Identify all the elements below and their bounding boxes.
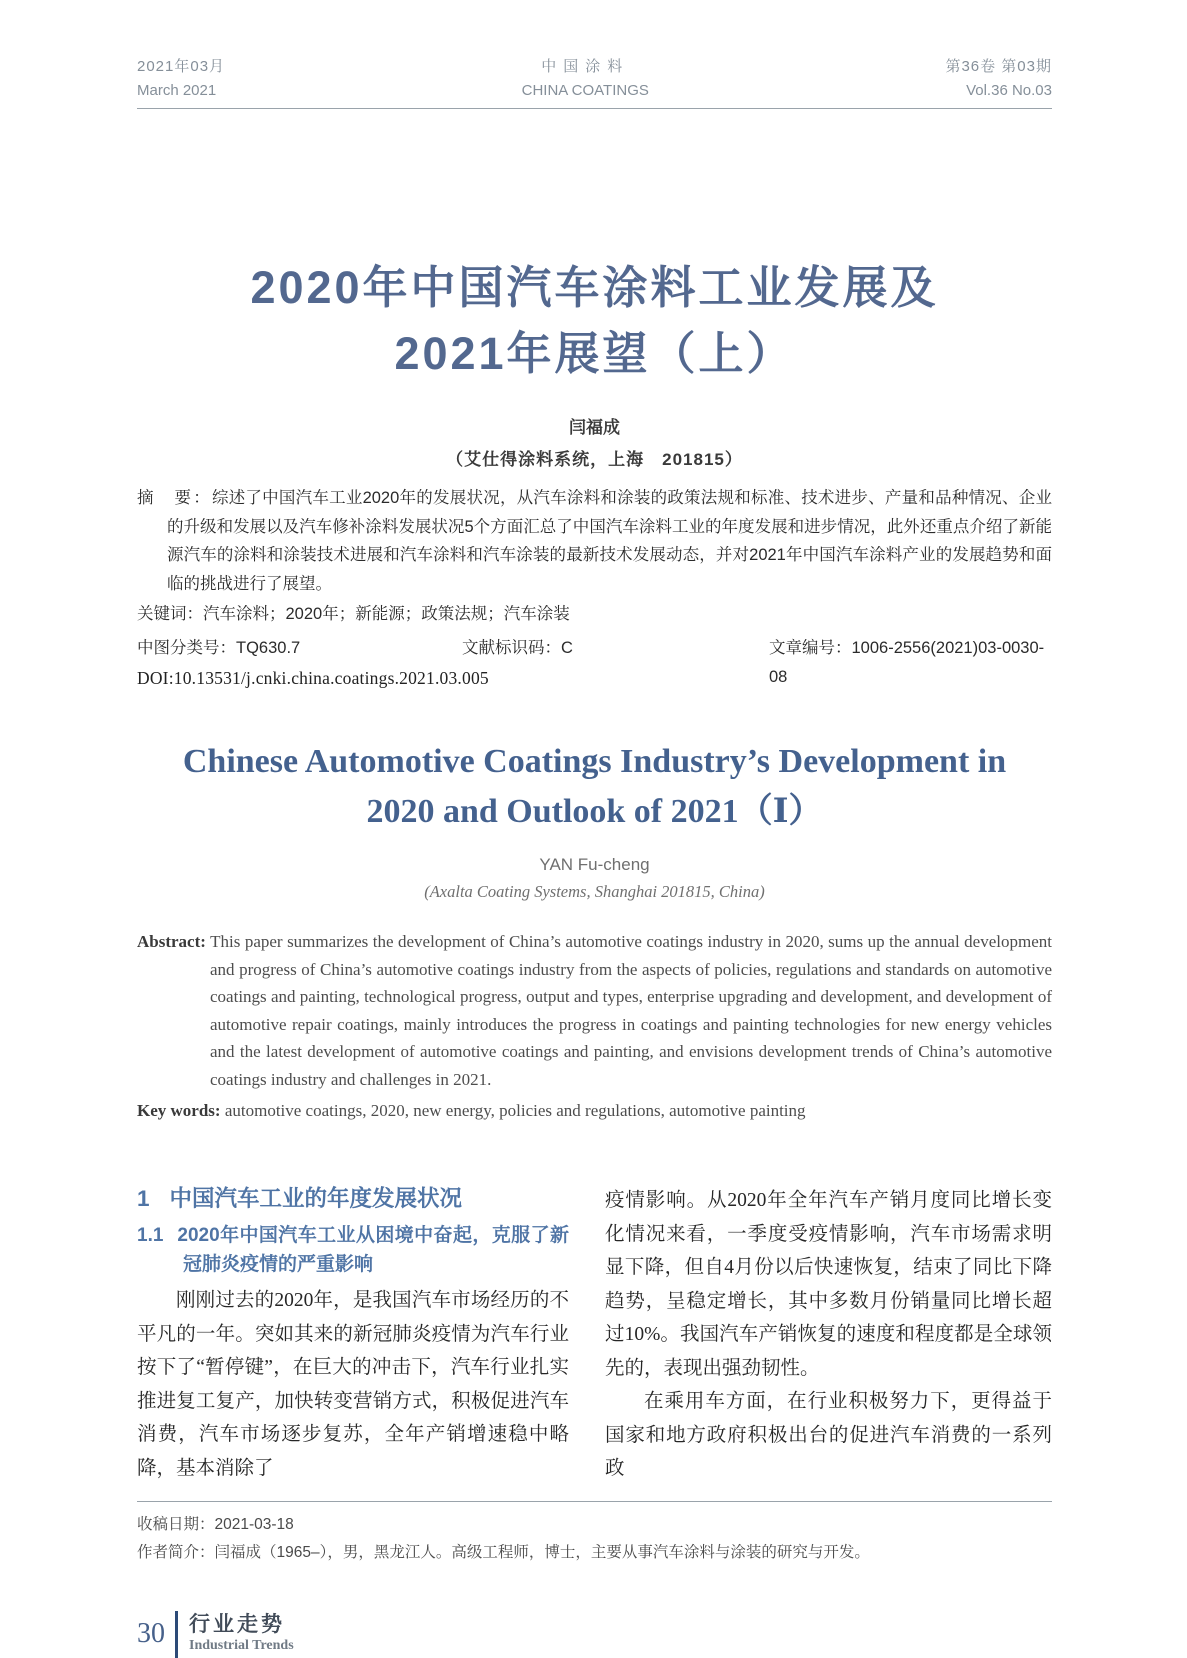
article-title-en-line2: 2020 and Outlook of 2021（Ⅰ） [366, 793, 823, 830]
footer-column-zh: 行业走势 [189, 1613, 285, 1636]
body-column-right [605, 1184, 1052, 1486]
masthead-divider [137, 108, 1052, 109]
masthead-date-zh: 2021年03月 [137, 58, 226, 75]
masthead-issue-date [137, 55, 225, 103]
masthead-journal-en: CHINA COATINGS [521, 82, 649, 99]
keywords-en-text: automotive coatings, 2020, new energy, policies and regulations, automotive painting [220, 1101, 806, 1120]
abstract-en [137, 928, 1052, 1093]
section-1-heading [137, 1184, 569, 1214]
section-1-1-heading [137, 1221, 569, 1279]
keywords-zh-text: 汽车涂料；2020年；新能源；政策法规；汽车涂装 [203, 605, 570, 623]
author-bio [137, 1539, 1052, 1567]
clc-value: TQ630.7 [236, 639, 301, 657]
author-bio-value: 闫福成（1965–），男，黑龙江人。高级工程师，博士，主要从事汽车涂料与涂装的研究与开发。 [214, 1543, 870, 1561]
document-code-label: 文献标识码： [462, 639, 561, 657]
received-date-value: 2021-03-18 [214, 1515, 294, 1533]
abstract-en-label: Abstract: [137, 932, 206, 951]
page-number: 30 [137, 1618, 165, 1649]
article-title-zh-line2: 2021年展望（上） [394, 328, 795, 379]
body-paragraph-2: 在乘用车方面，在行业积极努力下，更得益于国家和地方政府积极出台的促进汽车消费的一系列政 [605, 1391, 1052, 1479]
article-title-en [137, 737, 1052, 837]
abstract-zh-text: 综述了中国汽车工业2020年的发展状况，从汽车涂料和涂装的政策法规和标准、技术进步、产量和品种情况、企业的升级和发展以及汽车修补涂料发展状况5个方面汇总了中国汽车涂料工业的年度发展和进步情况，此外还重点介绍了新能源汽车的涂料和涂装技术进展和汽车涂料和汽车涂装的最新技术发展动态，并对2021年中国汽车涂料产业的发展趋势和面临的挑战进行了展望。 [167, 489, 1052, 593]
body-column-left [137, 1184, 569, 1486]
footer-column-name [189, 1613, 294, 1655]
abstract-en-text: This paper summarizes the development of China’s automotive coatings industry in 2020, sums up the annual development and progress of China’s automotive coatings industry from the aspects of policies, regulations and standards on automotive coatings and painting, technological progress, output and types, enterprise upgrading and development, and development of automotive repair coatings, mainly introduces the progress in coatings and painting technologies for new energy vehicles and the latest development of automotive coatings and painting, and envisions development trends of China’s automotive coatings industry and challenges in 2021. [210, 932, 1052, 1089]
keywords-zh [137, 600, 1052, 629]
affiliation-en: (Axalta Coating Systems, Shanghai 201815, China) [424, 882, 765, 901]
section-1-number: 1 [137, 1186, 150, 1211]
section-1-1-title: 2020年中国汽车工业从困境中奋起，克服了新冠肺炎疫情的严重影响 [177, 1225, 569, 1275]
document-code [462, 634, 573, 663]
keywords-zh-label: 关键词： [137, 605, 203, 623]
keywords-en [137, 1097, 1052, 1124]
article-id [769, 634, 1052, 692]
article-title-zh-line1: 2020年中国汽车涂料工业发展及 [250, 262, 939, 313]
body-paragraph-1: 刚刚过去的2020年，是我国汽车市场经历的不平凡的一年。突如其来的新冠肺炎疫情为汽车行业按下了“暂停键”，在巨大的冲击下，汽车行业扎实推进复工复产，加快转变营销方式，积极促进汽车消费，汽车市场逐步复苏，全年产销增速稳中略降，基本消除了 [137, 1290, 569, 1479]
masthead-volume-en: Vol.36 No.03 [966, 82, 1052, 99]
abstract-zh [137, 484, 1052, 598]
masthead-volume [945, 55, 1052, 103]
body-columns [137, 1184, 1052, 1486]
footer-column-en: Industrial Trends [189, 1638, 294, 1653]
footnote-block [137, 1501, 1052, 1567]
section-1-1-number: 1.1 [137, 1225, 164, 1246]
masthead-journal-name [522, 55, 649, 103]
body-paragraph-1-continued: 疫情影响。从2020年全年汽车产销月度同比增长变化情况来看，一季度受疫情影响，汽车市场需求明显下降，但自4月份以后快速恢复，结束了同比下降趋势，呈稳定增长，其中多数月份销量同比增长超过10%。我国汽车产销恢复的速度和程度都是全球领先的，表现出强劲韧性。 [605, 1190, 1052, 1379]
masthead-volume-zh: 第36卷 第03期 [945, 58, 1052, 75]
clc-number [137, 639, 300, 657]
footer-badge [137, 1611, 1052, 1658]
section-1-title: 中国汽车工业的年度发展状况 [169, 1186, 463, 1211]
affiliation-zh: （艾仕得涂料系统，上海 201815） [446, 450, 743, 469]
keywords-en-label: Key words: [137, 1101, 221, 1120]
masthead [137, 55, 1052, 103]
received-date-label: 收稿日期： [137, 1515, 215, 1533]
article-title-en-line1: Chinese Automotive Coatings Industry’s Development in [182, 743, 1007, 780]
abstract-zh-label: 摘 要： [137, 489, 212, 507]
clc-label: 中图分类号： [137, 639, 236, 657]
masthead-journal-zh: 中国涂料 [541, 58, 630, 75]
article-title-zh [137, 255, 1052, 387]
document-code-value: C [561, 639, 573, 657]
article-id-value: 1006-2556(2021)03-0030-08 [769, 639, 1045, 686]
author-en: YAN Fu-cheng [539, 855, 650, 874]
article-id-label: 文章编号： [769, 639, 852, 657]
received-date [137, 1511, 1052, 1539]
doi: DOI:10.13531/j.cnki.china.coatings.2021.03.005 [137, 668, 489, 688]
author-bio-label: 作者简介： [137, 1543, 215, 1561]
author-zh: 闫福成 [569, 418, 620, 437]
masthead-date-en: March 2021 [137, 82, 217, 99]
footer-divider-bar [175, 1611, 178, 1658]
